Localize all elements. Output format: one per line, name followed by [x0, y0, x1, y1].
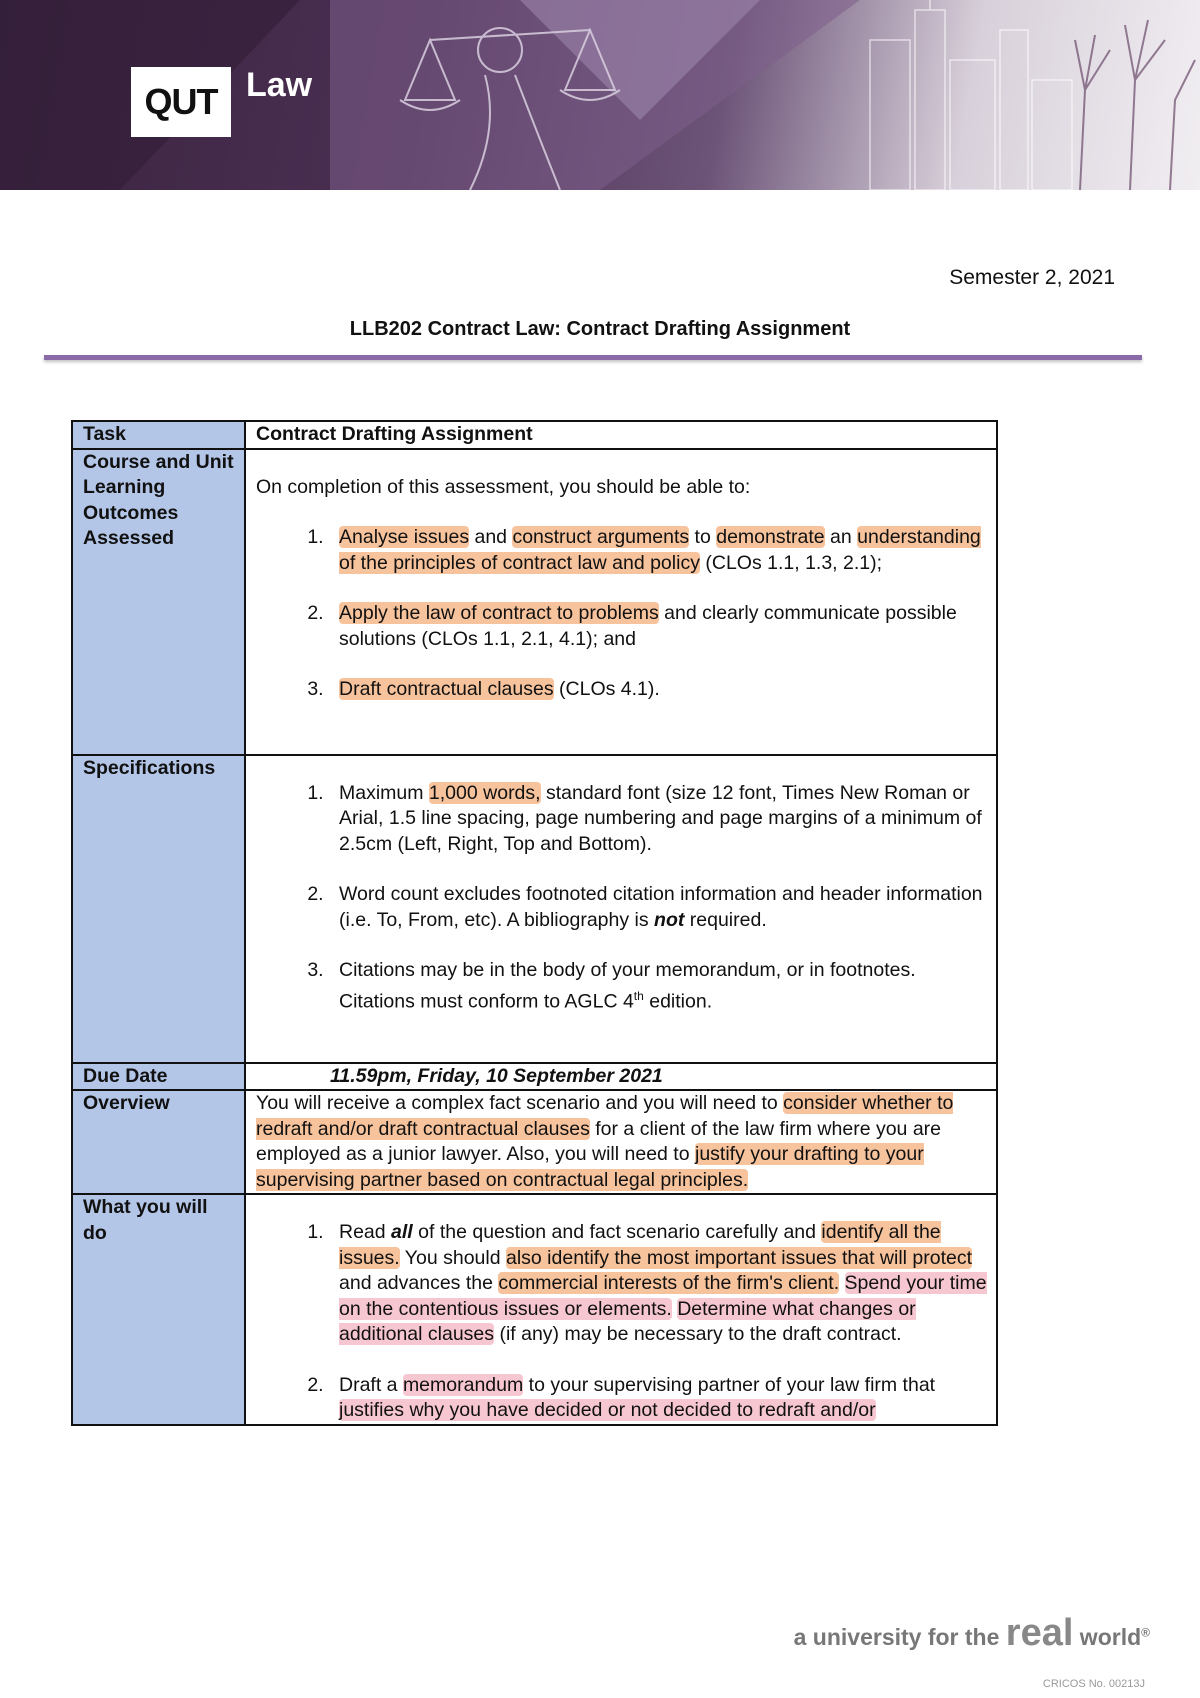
text: edition.	[643, 990, 713, 1012]
outcomes-label: Course and Unit Learning Outcomes Assessed	[72, 449, 245, 755]
specifications-cell	[245, 755, 997, 1063]
text: You should	[399, 1246, 506, 1269]
highlight-pink: Determine what changes or additional clauses	[339, 1297, 916, 1345]
semester-label: Semester 2, 2021	[949, 266, 1115, 289]
faculty-name: Law	[246, 66, 313, 104]
text	[839, 1272, 844, 1294]
registered-mark: ®	[1141, 1625, 1150, 1640]
list-item	[329, 1373, 988, 1424]
table-row-outcomes	[72, 449, 997, 755]
table-row-overview	[72, 1090, 997, 1194]
due-date-value: 11.59pm, Friday, 10 September 2021	[330, 1064, 663, 1087]
specifications-label: Specifications	[72, 755, 245, 1063]
table-row-due-date	[72, 1063, 997, 1091]
header-banner	[0, 0, 1200, 190]
text: an	[824, 526, 858, 548]
list-item	[329, 601, 988, 652]
text: to	[689, 526, 717, 548]
text: Read	[339, 1221, 392, 1243]
highlight-pink: memorandum	[402, 1373, 524, 1396]
text: (CLOs 1.1, 1.3, 2.1);	[699, 551, 883, 574]
assignment-details-table	[71, 420, 998, 1426]
text: of the question and fact scenario carefully and	[412, 1221, 822, 1243]
highlight-pink: justifies why you have decided or not decided to redraft and/or	[339, 1399, 876, 1421]
highlight: consider whether to redraft and/or draft contractual clauses	[256, 1092, 954, 1140]
highlight: demonstrate	[716, 526, 825, 548]
text: Word count excludes footnoted citation information and header information (i.e. To, From, etc). A bibliography is	[339, 883, 983, 931]
emphasis: not	[654, 908, 685, 931]
table-row-task	[72, 421, 997, 449]
cricos-number: CRICOS No. 00213J	[1042, 1678, 1145, 1690]
text: required.	[684, 908, 767, 931]
list-item	[329, 882, 988, 933]
text: standard font (size 12 font, Times New Roman or Arial, 1.5 line spacing, page numbering and page margins of a minimum of 2.5cm (Left, Right, Top and Bottom).	[339, 781, 982, 855]
footer-tagline	[794, 1612, 1150, 1655]
highlight: commercial interests of the firm's client.	[498, 1272, 840, 1294]
text: (CLOs 4.1).	[553, 678, 660, 700]
task-label: Task	[72, 421, 245, 449]
list-item	[329, 781, 988, 858]
qut-logo-text: QUT	[144, 81, 218, 122]
highlight: identify all the issues.	[339, 1221, 941, 1269]
qut-logo	[131, 67, 231, 137]
list-item	[329, 958, 988, 1015]
text: You will receive a complex fact scenario and you will need to	[256, 1092, 784, 1114]
text: for a client of the law firm where you are employed as a junior lawyer. Also, you will need to	[256, 1117, 941, 1165]
document-title: LLB202 Contract Law: Contract Drafting Assignment	[349, 318, 851, 340]
highlight: 1,000 words,	[428, 781, 541, 804]
what-you-will-do-list	[256, 1220, 988, 1424]
text: and advances the	[339, 1272, 499, 1294]
due-date-label: Due Date	[72, 1063, 245, 1091]
text: Citations may be in the body of your memorandum, or in footnotes. Citations must conform to AGLC 4	[339, 959, 916, 1012]
tagline-text: a university for the	[793, 1624, 1006, 1650]
tagline-real: real	[1005, 1612, 1074, 1654]
tagline-text: world	[1073, 1624, 1142, 1650]
highlight: construct arguments	[512, 526, 690, 548]
highlight: also identify the most important issues that will protect	[505, 1246, 973, 1269]
text: Draft a	[339, 1373, 403, 1396]
text: to your supervising partner of your law firm that	[523, 1373, 936, 1396]
superscript: th	[633, 988, 644, 1003]
table-row-specifications	[72, 755, 997, 1063]
highlight: Analyse issues	[339, 526, 470, 548]
table-row-what-you-will-do	[72, 1194, 997, 1425]
task-value: Contract Drafting Assignment	[245, 421, 997, 449]
highlight: Draft contractual clauses	[339, 678, 554, 700]
due-date-cell	[245, 1063, 997, 1091]
title-divider	[44, 355, 1142, 360]
outcomes-cell	[245, 449, 997, 755]
highlight-pink: Spend your time on the contentious issues or elements.	[339, 1272, 987, 1320]
outcomes-intro: On completion of this assessment, you should be able to:	[256, 475, 751, 498]
highlight: understanding of the principles of contract law and policy	[339, 526, 981, 574]
overview-cell	[245, 1090, 997, 1194]
text: and clearly communicate possible solutions (CLOs 1.1, 2.1, 4.1); and	[339, 602, 957, 650]
list-item	[329, 1220, 988, 1348]
specifications-list	[256, 781, 988, 1015]
text: Maximum	[339, 781, 429, 804]
text: and	[469, 526, 513, 548]
what-you-will-do-label: What you will do	[72, 1194, 245, 1425]
text: (if any) may be necessary to the draft contract.	[494, 1323, 902, 1345]
outcomes-list	[256, 525, 988, 703]
emphasis: all	[391, 1221, 413, 1243]
list-item	[329, 677, 988, 703]
what-you-will-do-cell	[245, 1194, 997, 1425]
highlight: justify your drafting to your supervising partner based on contractual legal principles.	[256, 1143, 924, 1191]
list-item	[329, 525, 988, 576]
highlight: Apply the law of contract to problems	[339, 602, 659, 624]
overview-label: Overview	[72, 1090, 245, 1194]
